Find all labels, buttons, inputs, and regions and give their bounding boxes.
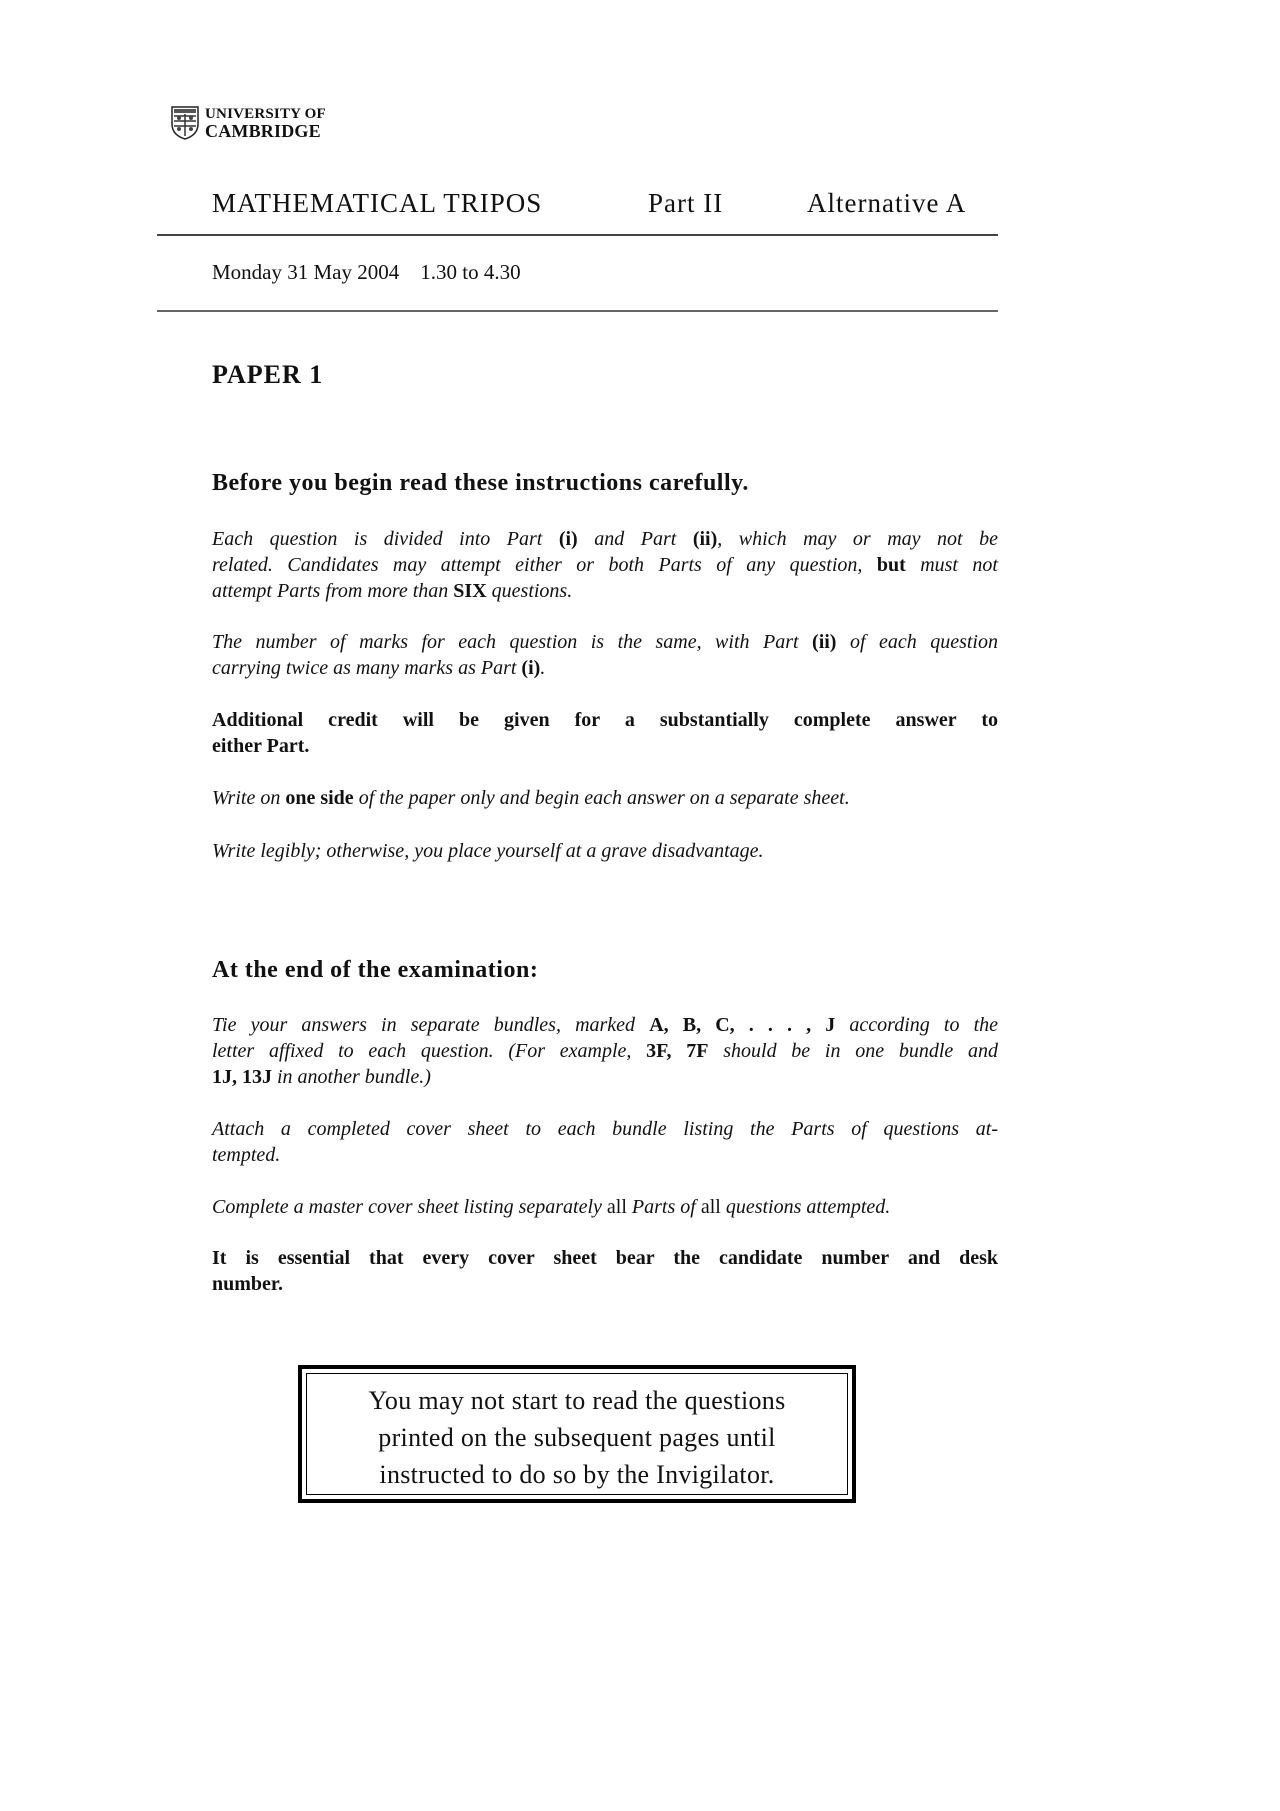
date-rule [157, 310, 998, 312]
text-run: but [876, 554, 906, 576]
logo-line-1: UNIVERSITY OF [205, 106, 326, 122]
text-run: Write on [212, 787, 286, 809]
text-run: (ii) [692, 528, 718, 550]
text-run: Parts of [626, 1196, 701, 1218]
header-rule [157, 234, 998, 236]
paragraph-line [212, 1038, 998, 1064]
instruction-paragraph [212, 1116, 998, 1168]
text-run: number. [212, 1273, 283, 1295]
paragraph-line [212, 1245, 998, 1271]
text-run: A, B, C, . . . , J [649, 1014, 836, 1036]
text-run: 1J, 13J [212, 1066, 272, 1088]
tripos-title: MATHEMATICAL TRIPOS [212, 188, 543, 218]
instruction-paragraph [212, 526, 998, 604]
paragraph-line [212, 578, 998, 604]
notice-line-1: You may not start to read the questions [368, 1386, 786, 1415]
exam-date: Monday 31 May 2004 1.30 to 4.30 [212, 260, 521, 284]
paragraph-line [212, 1012, 998, 1038]
text-run: of each question [836, 631, 998, 653]
text-run: must not [905, 554, 998, 576]
text-run: . [540, 657, 546, 679]
paragraph-line [212, 838, 998, 864]
text-run: Complete a master cover sheet listing separately [212, 1196, 607, 1218]
text-run: Tie your answers in separate bundles, marked [212, 1014, 650, 1036]
text-run: SIX [453, 580, 487, 602]
text-run: related. Candidates may attempt either or both Parts of any question, [212, 554, 877, 576]
paragraph-line [212, 785, 998, 811]
paragraph-line [212, 655, 998, 681]
instruction-paragraph [212, 707, 998, 759]
paragraph-line [212, 1116, 998, 1142]
invigilator-notice [298, 1365, 856, 1503]
paragraph-line [212, 629, 998, 655]
paragraph-line [212, 1064, 998, 1090]
paragraph-line [212, 1194, 998, 1220]
text-run: (i) [521, 657, 541, 679]
text-run: questions attempted. [720, 1196, 891, 1218]
text-run: 3F, 7F [646, 1040, 709, 1062]
text-run: of the paper only and begin each answer on a separate sheet. [353, 787, 850, 809]
paragraph-line [212, 1271, 998, 1297]
text-run: questions. [486, 580, 573, 602]
text-run: Write legibly; otherwise, you place yourself at a grave disadvantage. [212, 840, 764, 862]
text-run: Additional credit will be given for a substantially complete answer to [212, 709, 998, 731]
instruction-paragraph [212, 629, 998, 681]
text-run: one side [285, 787, 354, 809]
text-run: either Part. [212, 735, 310, 757]
text-run: It is essential that every cover sheet bear the candidate number and desk [212, 1247, 998, 1269]
tripos-alternative: Alternative A [807, 188, 967, 218]
text-run: attempt Parts from more than [212, 580, 454, 602]
text-run: carrying twice as many marks as Part [212, 657, 522, 679]
text-run: according to the [835, 1014, 999, 1036]
text-run: should be in one bundle and [708, 1040, 998, 1062]
paragraph-line [212, 526, 998, 552]
instructions-heading: Before you begin read these instructions carefully. [212, 470, 749, 496]
paragraph-line [212, 733, 998, 759]
paragraph-line [212, 552, 998, 578]
text-run: (ii) [812, 631, 837, 653]
tripos-part: Part II [648, 188, 724, 218]
text-run: (i) [558, 528, 578, 550]
text-run: Attach a completed cover sheet to each bundle listing the Parts of questions at- [212, 1118, 998, 1140]
text-run: and Part [577, 528, 693, 550]
logo-line-2: CAMBRIDGE [205, 121, 321, 141]
university-crest-icon [171, 106, 199, 140]
university-logo [171, 106, 326, 140]
paper-number: PAPER 1 [212, 360, 324, 389]
notice-line-3: instructed to do so by the Invigilator. [379, 1460, 775, 1489]
text-run: The number of marks for each question is the same, with Part [212, 631, 813, 653]
text-run: , which may or may not be [717, 528, 998, 550]
instruction-paragraph [212, 838, 998, 864]
end-heading: At the end of the examination: [212, 957, 539, 983]
text-run: in another bundle.) [272, 1066, 431, 1088]
instruction-paragraph [212, 1245, 998, 1297]
instruction-paragraph [212, 1012, 998, 1090]
text-run: Each question is divided into Part [212, 528, 559, 550]
text-run: tempted. [212, 1144, 281, 1166]
instruction-paragraph [212, 785, 998, 811]
text-run: all [700, 1196, 721, 1218]
text-run: letter affixed to each question. (For example, [212, 1040, 647, 1062]
text-run: all [606, 1196, 627, 1218]
instruction-paragraph [212, 1194, 998, 1220]
paragraph-line [212, 1142, 998, 1168]
notice-line-2: printed on the subsequent pages until [378, 1423, 776, 1452]
paragraph-line [212, 707, 998, 733]
